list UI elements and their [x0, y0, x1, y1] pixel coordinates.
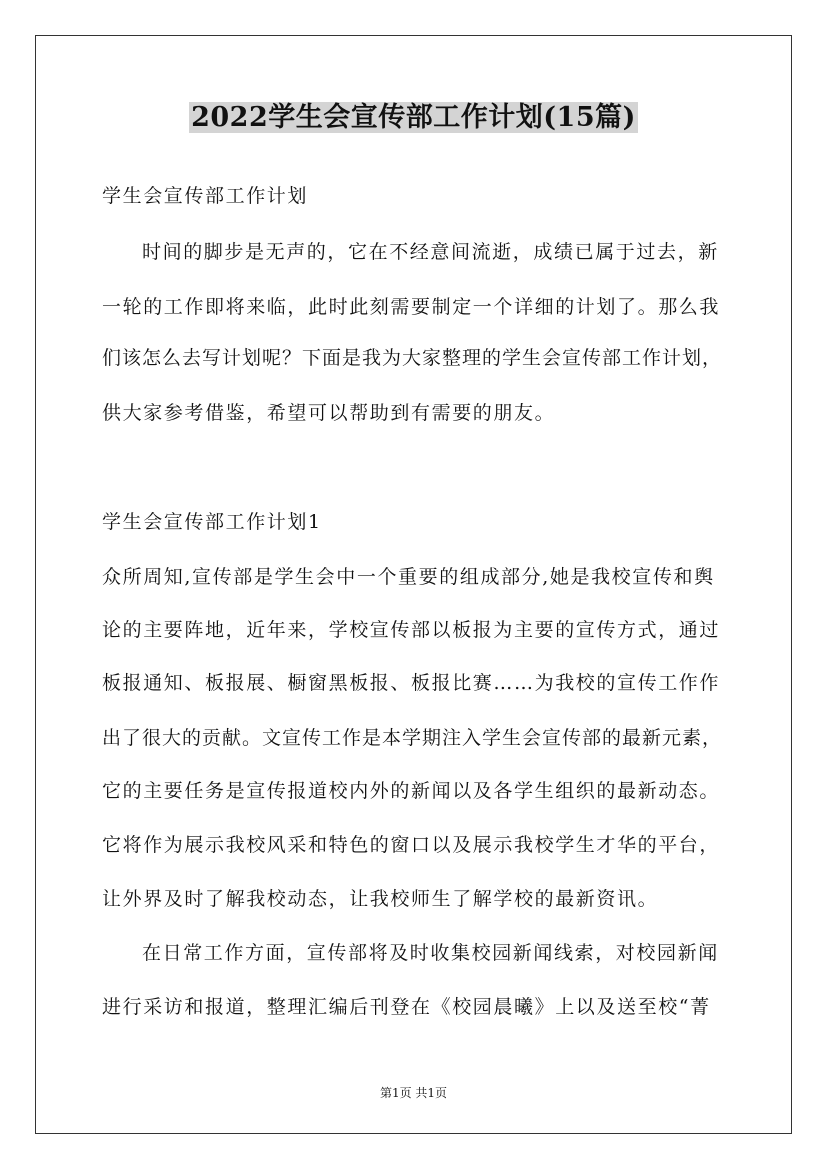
section-line: 让外界及时了解我校动态，让我校师生了解学校的最新资讯。 — [102, 888, 659, 910]
subtitle: 学生会宣传部工作计划 — [102, 185, 309, 207]
section-line: 它的主要任务是宣传报道校内外的新闻以及各学生组织的最新动态。 — [102, 780, 721, 802]
section-line: 它将作为展示我校风采和特色的窗口以及展示我校学生才华的平台， — [102, 834, 721, 856]
page-footer: 第1页 共1页 — [379, 1086, 448, 1100]
section-line: 论的主要阵地，近年来，学校宣传部以板报为主要的宣传方式，通过 — [102, 619, 721, 641]
document-title-container — [0, 96, 827, 140]
section-line: 出了很大的贡献。文宣传工作是本学期注入学生会宣传部的最新元素， — [102, 727, 723, 749]
intro-line: 们该怎么去写计划呢？下面是我为大家整理的学生会宣传部工作计划， — [102, 347, 723, 369]
intro-line: 一轮的工作即将来临，此时此刻需要制定一个详细的计划了。那么我 — [102, 296, 721, 318]
intro-line: 供大家参考借鉴，希望可以帮助到有需要的朋友。 — [102, 402, 556, 424]
document-title: 2022学生会宣传部工作计划(15篇) — [191, 102, 636, 133]
section-line: 板报通知、板报展、橱窗黑板报、板报比赛……为我校的宣传工作作 — [102, 672, 721, 694]
intro-line: 时间的脚步是无声的，它在不经意间流逝，成绩已属于过去，新 — [142, 241, 719, 263]
section-line: 在日常工作方面，宣传部将及时收集校园新闻线索，对校园新闻 — [142, 942, 719, 964]
section-line: 众所周知,宣传部是学生会中一个重要的组成部分,她是我校宣传和舆 — [102, 566, 715, 588]
section-heading: 学生会宣传部工作计划1 — [102, 511, 322, 533]
section-line: 进行采访和报道，整理汇编后刊登在《校园晨曦》上以及送至校“菁 — [102, 996, 711, 1018]
